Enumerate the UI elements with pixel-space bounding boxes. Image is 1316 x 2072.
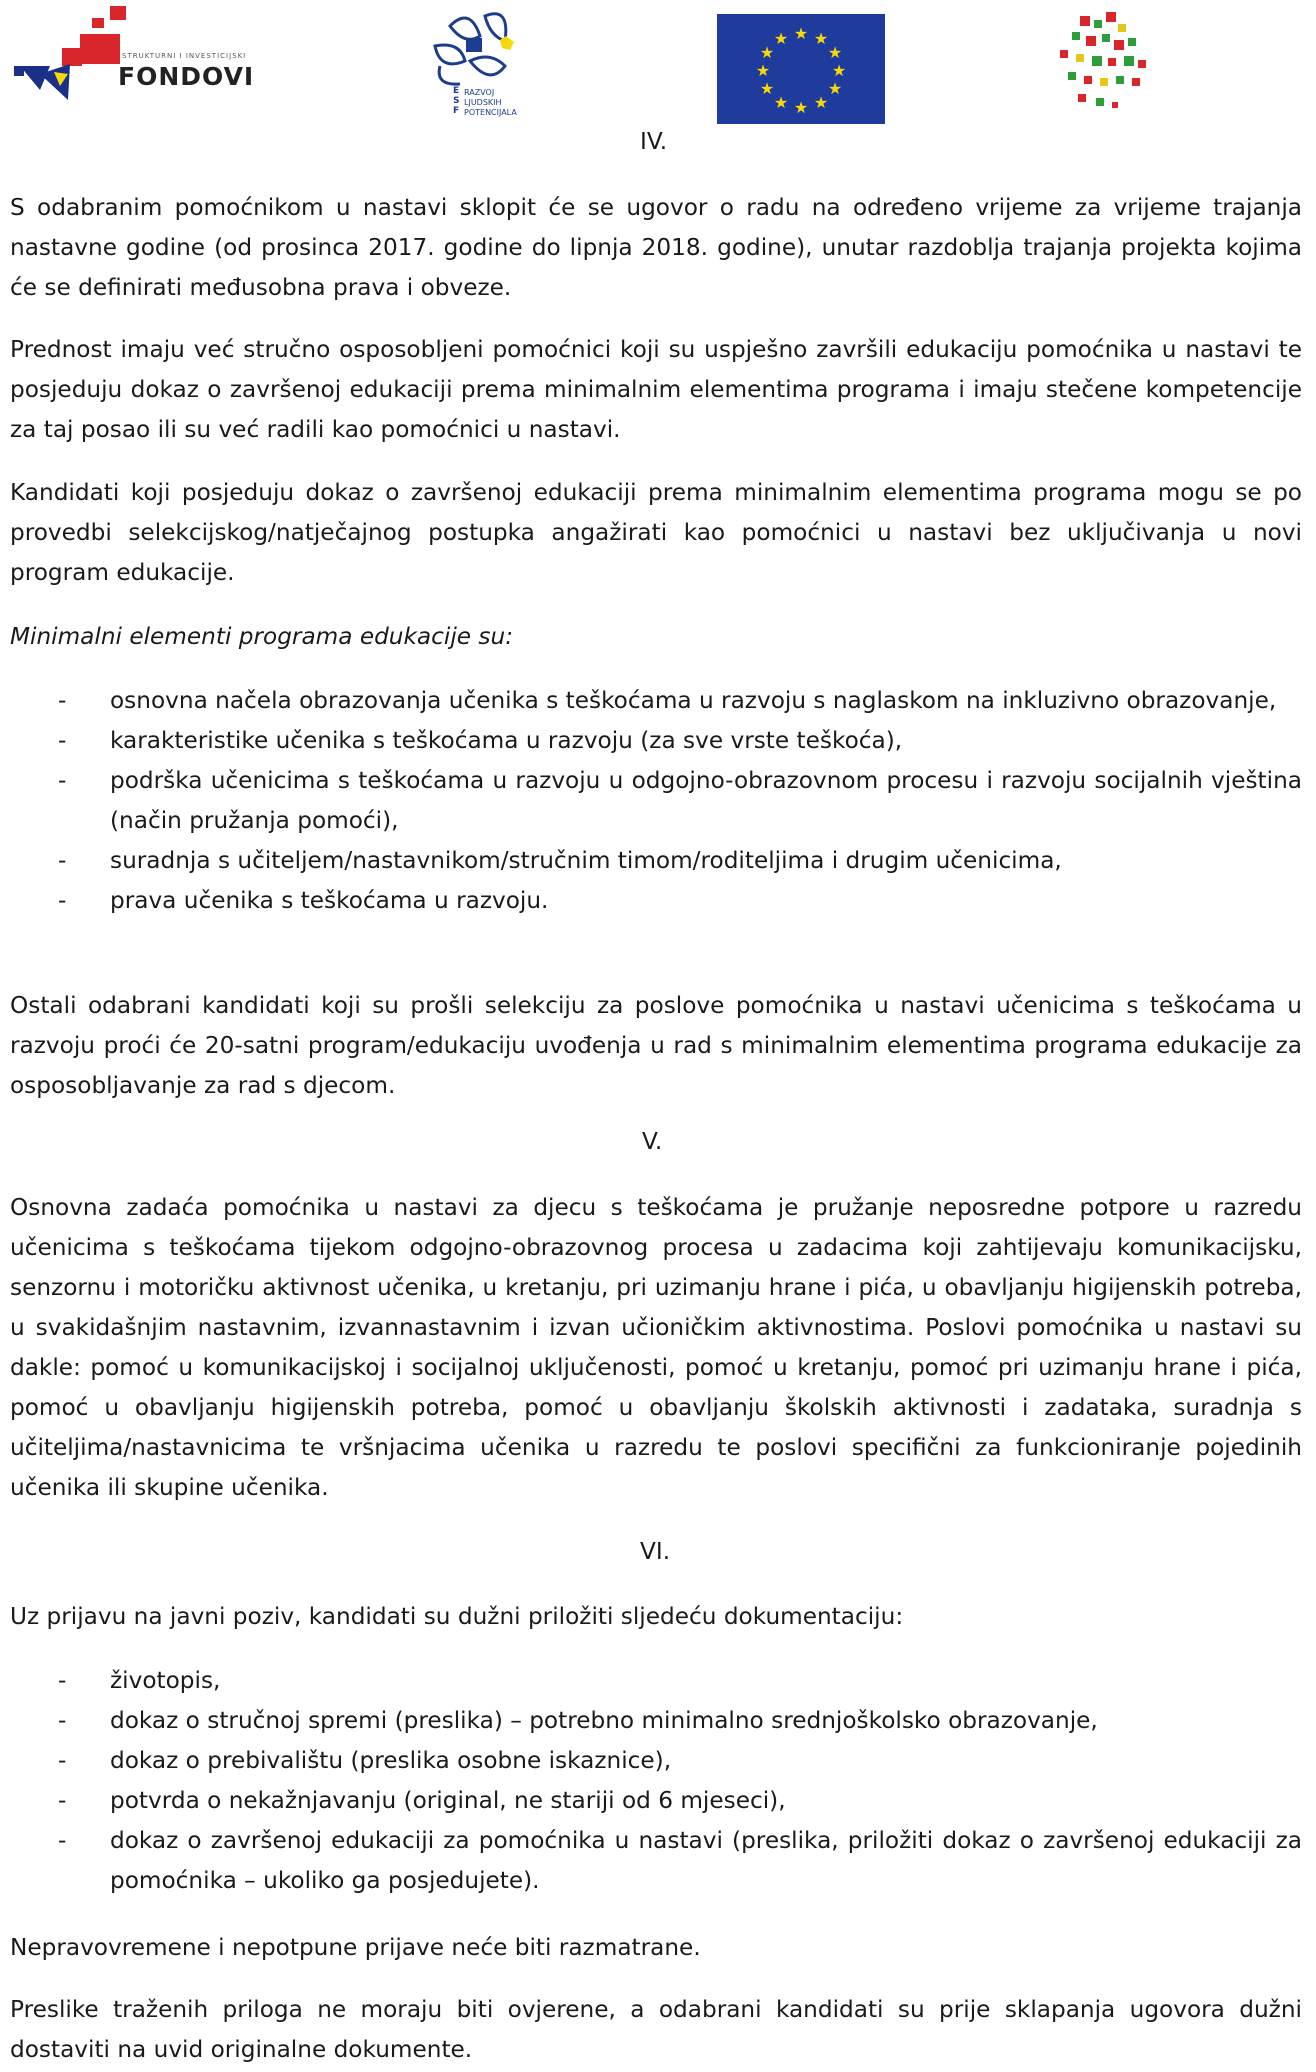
header-logos	[0, 0, 1316, 130]
section-iv-paragraph-1	[10, 188, 1302, 308]
list-item	[10, 881, 1302, 921]
esf-letter-e: E	[453, 86, 460, 96]
mosaic-logo	[1020, 6, 1190, 126]
section-vi-list	[10, 1661, 1302, 1901]
section-iv-paragraph-2	[10, 330, 1302, 450]
section-iv-paragraph-4	[10, 986, 1302, 1106]
paragraph-text: Osnovna zadaća pomoćnika u nastavi za djecu s teškoćama je pružanje neposredne potpore u razredu učenicima s teškoćama tijekom odgojno-obrazovnog procesa u zadacima koji zahtijevaju komunikacijsku, senzornu i motoričku aktivnost učenika, u kretanju, pri uzimanju hrane i pića, u obavljanju higijenskih potreba, u svakidašnjim nastavnim, izvannastavnim i izvan učioničkim aktivnostima. Poslovi pomoćnika u nastavi su dakle: pomoć u komunikacijskoj i socijalnoj uključenosti, pomoć u kretanju, pomoć pri uzimanju hrane i pića, pomoć u obavljanju higijenskih potreba, pomoć u obavljanju školskih aktivnosti i zadataka, suradnja s učiteljima/nastavnicima te vršnjacima učenika u razredu te poslovi specifični za funkcioniranje pojedinih učenika ili skupine učenika.	[10, 1194, 1302, 1501]
svg-text:★: ★	[759, 43, 775, 62]
list-item-text: dokaz o završenoj edukaciji za pomoćnika u nastavi (preslika, priložiti dokaz o završenoj edukaciji za pomoćnika – ukoliko ga posjedujete).	[110, 1827, 1302, 1894]
paragraph-text: Nepravovremene i nepotpune prijave neće biti razmatrane.	[10, 1934, 701, 1961]
list-item-text: osnovna načela obrazovanja učenika s teškoćama u razvoju s naglaskom na inkluzivno obrazovanje,	[110, 687, 1277, 714]
paragraph-text: Kandidati koji posjeduju dokaz o završenoj edukaciji prema minimalnim elementima programa mogu se po provedbi selekcijskog/natječajnog postupka angažirati kao pomoćnici u nastavi bez uključivanja u novi program edukacije.	[10, 479, 1302, 586]
list-item-text: dokaz o prebivalištu (preslika osobne iskaznice),	[110, 1747, 672, 1774]
list-item	[10, 1701, 1302, 1741]
esf-letter-f: F	[453, 106, 460, 116]
dash-bullet: -	[58, 767, 67, 794]
esf-line-2: LJUDSKIH	[464, 98, 502, 107]
list-item	[10, 1781, 1302, 1821]
list-item	[10, 721, 1302, 761]
paragraph-text: Prednost imaju već stručno osposobljeni pomoćnici koji su uspješno završili edukaciju pomoćnika u nastavi te posjeduju dokaz o završenoj edukaciji prema minimalnim elementima programa i imaju stečene kompetencije za taj posao ili su već radili kao pomoćnici u nastavi.	[10, 336, 1302, 443]
paragraph-text: Ostali odabrani kandidati koji su prošli selekciju za poslove pomoćnika u nastavi učenicima s teškoćama u razvoju proći će 20-satni program/edukaciju uvođenja u rad s minimalnim elementima programa edukacije za osposobljavanje za rad s djecom.	[10, 992, 1302, 1099]
list-item	[10, 761, 1302, 841]
section-iv-list-title	[10, 617, 1302, 657]
svg-text:★: ★	[759, 79, 775, 98]
list-item-text: suradnja s učiteljem/nastavnikom/stručnim timom/roditeljima i drugim učenicima,	[110, 847, 1062, 874]
list-item-text: dokaz o stručnoj spremi (preslika) – potrebno minimalno srednjoškolsko obrazovanje,	[110, 1707, 1098, 1734]
svg-text:★: ★	[793, 24, 809, 43]
section-vi-paragraph-2	[10, 1990, 1302, 2070]
svg-text:★: ★	[813, 93, 829, 112]
dash-bullet: -	[58, 1827, 67, 1854]
svg-text:★: ★	[773, 29, 789, 48]
list-item	[10, 1661, 1302, 1701]
svg-text:★: ★	[827, 79, 843, 98]
section-vi-paragraph-1	[10, 1928, 1302, 1968]
dash-bullet: -	[58, 887, 67, 914]
esf-letter-s: S	[453, 96, 460, 106]
esf-line-1: RAZVOJ	[464, 88, 495, 97]
dash-bullet: -	[58, 1707, 67, 1734]
dash-bullet: -	[58, 847, 67, 874]
esf-letters	[453, 86, 459, 116]
section-v-heading-text: V.	[642, 1128, 663, 1155]
dash-bullet: -	[58, 687, 67, 714]
list-item-text: potvrda o nekažnjavanju (original, ne stariji od 6 mjeseci),	[110, 1787, 786, 1814]
svg-text:★: ★	[827, 43, 843, 62]
section-v-paragraph-1	[10, 1188, 1302, 1508]
section-iv-heading-text: IV.	[640, 128, 668, 155]
list-item	[10, 1741, 1302, 1781]
list-item	[10, 681, 1302, 721]
fondovi-logo-text: FONDOVI	[118, 62, 255, 91]
svg-text:★: ★	[773, 93, 789, 112]
list-item	[10, 1821, 1302, 1901]
paragraph-text: S odabranim pomoćnikom u nastavi sklopit će se ugovor o radu na određeno vrijeme za vrijeme trajanja nastavne godine (od prosinca 2017. godine do lipnja 2018. godine), unutar razdoblja trajanja projekta kojima će se definirati međusobna prava i obveze.	[10, 194, 1302, 301]
section-iv-list	[10, 681, 1302, 921]
section-vi-intro	[10, 1597, 1302, 1637]
list-title-text: Minimalni elementi programa edukacije su:	[10, 623, 514, 650]
esf-text	[464, 88, 517, 118]
svg-text:★: ★	[755, 61, 771, 80]
list-item-text: životopis,	[110, 1667, 221, 1694]
esf-line-3: POTENCIJALA	[464, 108, 517, 117]
list-item	[10, 841, 1302, 881]
svg-text:★: ★	[831, 61, 847, 80]
eu-flag-logo	[717, 14, 885, 124]
dash-bullet: -	[58, 1667, 67, 1694]
dash-bullet: -	[58, 1747, 67, 1774]
list-item-text: karakteristike učenika s teškoćama u razvoju (za sve vrste teškoća),	[110, 727, 903, 754]
list-item-text: podrška učenicima s teškoćama u razvoju u odgojno-obrazovnom procesu i razvoju socijalnih vještina (način pružanja pomoći),	[110, 767, 1302, 834]
dash-bullet: -	[58, 1787, 67, 1814]
svg-text:★: ★	[813, 29, 829, 48]
paragraph-text: Uz prijavu na javni poziv, kandidati su dužni priložiti sljedeću dokumentaciju:	[10, 1603, 904, 1630]
section-vi-heading-text: VI.	[640, 1538, 671, 1565]
svg-text:★: ★	[793, 98, 809, 117]
section-iv-paragraph-3	[10, 473, 1302, 593]
list-item-text: prava učenika s teškoćama u razvoju.	[110, 887, 549, 914]
paragraph-text: Preslike traženih priloga ne moraju biti ovjerene, a odabrani kandidati su prije sklapanja ugovora dužni dostaviti na uvid originalne dokumente.	[10, 1996, 1302, 2063]
fondovi-small-text: STRUKTURNI I INVESTICIJSKI	[122, 52, 247, 60]
dash-bullet: -	[58, 727, 67, 754]
